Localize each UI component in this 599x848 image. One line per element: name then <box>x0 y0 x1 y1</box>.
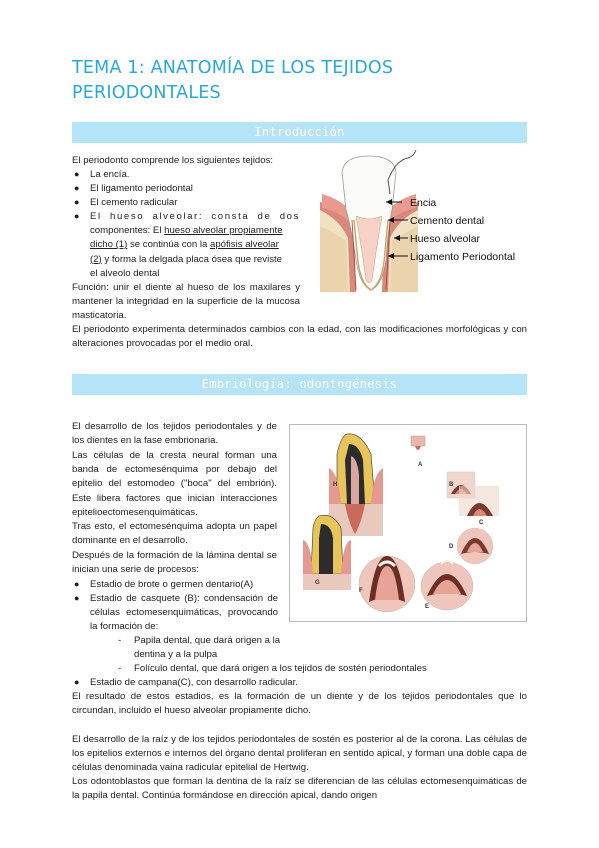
section-heading-intro: Introducción <box>72 122 527 143</box>
alveolar-line: El hueso alveolar: consta de dos <box>90 211 300 222</box>
embryo-result: El resultado de estos estadios, es la formación de un diente y de los tejidos periodontales que lo circundan, incluido el hueso alveolar propiamente dicho. <box>72 691 527 717</box>
list-item: Estadio de campana(C), con desarrollo radicular. <box>90 677 298 688</box>
embryo-root-paragraph: Los odontoblastos que forman la dentina de la raíz se diferencian de las células ectomesenquimáticas de la papila dental. Continúa formándose en dirección apical, dando origen <box>72 776 527 802</box>
figure-letter: C <box>479 520 484 526</box>
dash-bullet: - <box>118 635 122 646</box>
list-item: El ligamento periodontal <box>90 183 193 194</box>
alveolar-line <box>90 238 300 252</box>
embryo-root-paragraph: El desarrollo de la raíz y de los tejidos periodontales de sostén es posterior al de la corona. Las células de los epitelios externos e internos del órgano dental proliferan en sentido apical, y forman una doble capa de células denominada vaina radicular epitelial de Hertwig. <box>72 734 527 774</box>
intro-function: Función: unir el diente al hueso de los maxilares y mantener la integridad en la superficie de la mucosa masticatoria. <box>72 282 300 322</box>
text-underlined: (2) <box>90 253 102 265</box>
figure-letter: D <box>449 544 454 550</box>
figure-label: Hueso alveolar <box>410 233 481 245</box>
intro-closing: El periodonto experimenta determinados cambios con la edad, con las modificaciones morfológicas y con alteraciones provocadas por el medio oral. <box>72 324 527 350</box>
bullet-icon: ● <box>74 593 80 603</box>
list-item: La encía. <box>90 169 130 180</box>
embryo-paragraph: Las células de la cresta neural forman una banda de ectomesénquima por debajo del epitelio del estomodeo ("boca" del embrión). Este libera factores que inician interacciones epitelioectomesenquimáticas. <box>72 450 277 518</box>
bullet-icon: ● <box>74 677 80 687</box>
list-item: El cemento radicular <box>90 197 178 208</box>
figure-letter: F <box>359 588 363 594</box>
figure-letter: B <box>449 482 454 488</box>
list-item: Estadio de casquete (B): condensación de células ectomesenquimáticas, provocando la formación de: <box>90 593 278 633</box>
figure-label: Ligamento Periodontal <box>410 251 516 263</box>
figure-letter: A <box>418 462 423 468</box>
alveolar-line <box>90 224 300 238</box>
text-underlined: hueso alveolar propiamente <box>164 225 283 237</box>
figure-letter: E <box>425 604 430 610</box>
figure-letter: H <box>333 482 338 488</box>
bullet-icon: ● <box>74 579 80 589</box>
text: componentes: El <box>90 225 165 237</box>
intro-lead: El periodonto comprende los siguientes tejidos: <box>72 155 274 166</box>
dash-bullet: - <box>118 663 122 674</box>
text-underlined: dicho (1) <box>90 239 128 251</box>
alveolar-line <box>90 253 300 267</box>
tooth-periodontium-figure <box>316 150 528 295</box>
sub-list-item: Papila dental, que dará origen a la dentina y a la pulpa <box>134 635 281 661</box>
alveolar-line: el alveolo dental <box>90 267 160 279</box>
text: y forma la delgada placa ósea que reviste <box>101 253 282 265</box>
bullet-icon: ● <box>74 211 80 221</box>
list-item: Estadio de brote o germen dentario(A) <box>90 579 254 590</box>
sub-list-item: Folículo dental, que dará origen a los tejidos de sostén periodontales <box>134 663 427 674</box>
text: se continúa con la <box>127 239 210 251</box>
embryo-paragraph: Tras esto, el ectomesénquima adopta un papel dominante en el desarrollo. <box>72 521 277 547</box>
embryo-paragraph: Después de la formación de la lámina dental se inician una serie de procesos: <box>72 550 277 576</box>
figure-label: Encia <box>410 197 437 209</box>
list-item-alveolar <box>90 210 300 281</box>
figure-label: Cemento dental <box>410 215 485 227</box>
section-heading-embryology: Embriología: odontogénesis <box>72 374 527 395</box>
embryo-paragraph: El desarrollo de los tejidos periodontales y de los dientes en la fase embrionaria. <box>72 421 277 447</box>
page-title: TEMA 1: ANATOMÍA DE LOS TEJIDOS PERIODONTALES <box>72 58 394 103</box>
figure-letter: G <box>315 580 320 586</box>
bullet-icon: ● <box>74 197 80 207</box>
text-underlined: apófisis alveolar <box>210 239 279 251</box>
odontogenesis-figure <box>289 424 527 622</box>
bullet-icon: ● <box>74 169 80 179</box>
bullet-icon: ● <box>74 183 80 193</box>
